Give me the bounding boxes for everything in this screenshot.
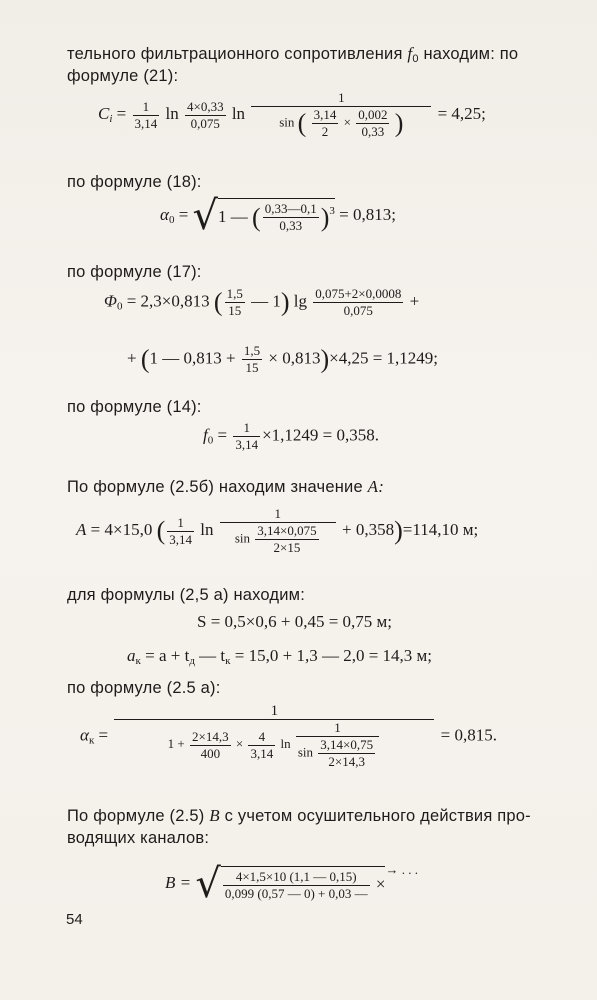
fraction (114, 703, 434, 770)
denominator: 0,075 (190, 115, 220, 131)
eq-result: = 0,815. (440, 725, 497, 745)
plus-sign: + (127, 348, 137, 368)
paren-open: ( (252, 202, 261, 232)
denominator: 15 (245, 360, 259, 375)
denominator: 0,075 (343, 303, 373, 318)
equals: = (217, 425, 228, 445)
eq-lhs: A (76, 519, 87, 539)
eq-result: = 15,0 + 1,3 — 2,0 = 14,3 м; (234, 646, 433, 665)
var-b: B (209, 806, 220, 825)
numerator: 0,075+2×0,0008 (315, 286, 402, 301)
text-fragment: 1 — 0,813 + (149, 348, 236, 368)
fraction (296, 720, 379, 770)
ln-operator: ln (280, 735, 291, 751)
plus-sign: + (409, 291, 420, 311)
text-fragment: тельного фильтрационного сопротивления (67, 45, 403, 63)
denominator: 0,099 (0,57 — 0) + 0,03 — (224, 886, 368, 902)
sqrt-sign: √ (195, 861, 221, 908)
equation-ak (127, 646, 432, 671)
text-fragment: По формуле (2.5б) находим значение (67, 478, 363, 496)
numerator: 1 (296, 720, 379, 737)
eq-result: =114,10 м; (402, 519, 479, 539)
eq-result: = 0,813; (339, 204, 396, 224)
fraction (223, 869, 370, 902)
subscript: к (135, 655, 141, 667)
paren-open: ( (297, 108, 307, 138)
eq-lhs: a (127, 646, 136, 665)
equation-ci (98, 90, 486, 140)
text-fragment: = 4×15,0 (90, 519, 153, 539)
paren-open: ( (213, 287, 223, 317)
subscript: к (225, 655, 231, 667)
fraction (312, 107, 339, 140)
text-line-2: формуле (21): (67, 67, 179, 85)
denominator: 15 (228, 303, 242, 318)
ln-operator: ln (200, 519, 214, 539)
sin-operator: sin (234, 530, 251, 546)
text-fragment: = a + t (145, 646, 190, 665)
fraction (190, 729, 231, 762)
exponent: 3 (329, 204, 335, 217)
fraction (356, 107, 389, 140)
text-line-3: по формуле (18): (67, 173, 202, 191)
var-f: f (407, 44, 413, 63)
subscript: к (88, 734, 95, 747)
var-a: A: (367, 477, 385, 496)
text-line-5: по формуле (14): (67, 398, 202, 416)
subscript: 0 (412, 53, 419, 65)
times-sign: × (343, 114, 351, 130)
denominator: 3,14 (235, 437, 259, 452)
paren-close: ) (394, 516, 403, 545)
text-fragment: с учетом осушительного действия про- (224, 807, 531, 825)
numerator: 1 (220, 506, 336, 523)
paren-close: ) (320, 344, 330, 374)
eq-result: ×1,1249 = 0,358. (262, 425, 380, 445)
fraction (233, 420, 260, 453)
paren-open: ( (140, 344, 150, 374)
radicand (218, 198, 335, 235)
paren-open: ( (156, 516, 166, 545)
fraction (185, 99, 226, 132)
subscript: 0 (207, 434, 214, 447)
ln-operator: ln (165, 103, 179, 123)
equation-alphak (80, 703, 497, 770)
numerator: 3,14 (313, 107, 337, 122)
numerator: 4×0,33 (186, 98, 224, 114)
subscript: i (109, 112, 113, 125)
denominator: 3,14 (250, 745, 274, 761)
text-fragment: 1 + (167, 735, 185, 751)
numerator: 0,33—0,1 (264, 201, 317, 217)
text-fragment: По формуле (2.5) (67, 807, 205, 825)
fraction (242, 343, 262, 376)
page-number: 54 (66, 911, 83, 928)
eq-lhs: B = (165, 873, 192, 892)
numerator: 3,14×0,75 (320, 737, 374, 752)
equation-alpha0 (160, 193, 396, 239)
denominator (114, 720, 434, 770)
lg-operator: lg (293, 291, 307, 311)
equation-s: S = 0,5×0,6 + 0,45 = 0,75 м; (197, 612, 393, 631)
numerator: 1 (114, 703, 434, 720)
paren-close: ) (280, 287, 290, 317)
times-sign: × (375, 874, 386, 894)
equals: = (98, 725, 109, 745)
sin-operator: sin (297, 744, 313, 760)
denominator: 0,33 (361, 124, 385, 139)
fraction (248, 729, 275, 762)
sqrt-sign: √ (192, 193, 219, 239)
eq-lhs: α (80, 725, 89, 745)
numerator: 2×14,3 (192, 728, 229, 744)
text-fragment: × 0,813 (268, 348, 321, 368)
subscript: 0 (116, 300, 123, 313)
continuation-dots: → . . . (385, 862, 418, 877)
times-sign: × (235, 735, 244, 751)
fraction (313, 286, 403, 319)
fraction (167, 515, 194, 548)
subscript: д (189, 655, 195, 667)
text-fragment: — 1 (251, 291, 281, 311)
denominator (251, 107, 431, 140)
subscript: 0 (168, 213, 175, 226)
numerator: 3,14×0,075 (257, 523, 317, 538)
denominator: 2×14,3 (328, 754, 365, 769)
eq-result: ×4,25 = 1,1249; (329, 348, 439, 368)
text-fragment: находим: по (423, 45, 519, 63)
ln-operator: ln (231, 103, 246, 123)
equation-phi0-part1 (104, 286, 419, 319)
denominator: 3,14 (134, 115, 158, 131)
paren-close: ) (394, 108, 404, 138)
text-line-7: для формулы (2,5 а) находим: (67, 586, 306, 604)
text-fragment: — t (199, 646, 226, 665)
numerator: 1,5 (243, 343, 261, 358)
sin-operator: sin (279, 114, 295, 130)
fraction (263, 201, 319, 234)
fraction (220, 506, 336, 556)
text-fragment: 1 — (218, 206, 248, 226)
fraction (318, 737, 375, 770)
paren-close: ) (320, 202, 330, 232)
denominator: 0,33 (279, 218, 303, 234)
eq-lhs: Φ (104, 291, 117, 311)
denominator: 400 (200, 745, 221, 761)
text-fragment: + 0,358 (341, 519, 395, 539)
equation-phi0-part2 (127, 343, 438, 376)
equation-a (76, 506, 478, 556)
denominator: 2×15 (273, 540, 301, 555)
equals: = (178, 204, 189, 224)
denominator (296, 737, 379, 770)
numerator: 0,002 (358, 107, 388, 122)
numerator: 4 (248, 729, 275, 746)
denominator: 2 (321, 124, 329, 139)
numerator: 1,5 (226, 286, 243, 301)
eq-result: = 4,25; (437, 103, 486, 123)
equals: = (116, 103, 127, 123)
denominator (220, 523, 336, 556)
denominator: 3,14 (169, 531, 192, 547)
equation-f0 (203, 420, 379, 453)
fraction (133, 99, 160, 132)
text-fragment: = 2,3×0,813 (126, 291, 210, 311)
numerator: 1 (251, 90, 431, 107)
fraction (255, 523, 318, 556)
eq-lhs: f (203, 425, 208, 445)
numerator: 1 (167, 515, 194, 532)
eq-lhs: C (98, 103, 110, 123)
eq-lhs: α (160, 204, 169, 224)
fraction (225, 286, 245, 319)
equation-b (165, 860, 418, 908)
numerator: 1 (133, 99, 160, 116)
text-line-9 (67, 806, 531, 826)
fraction (251, 90, 431, 140)
text-line-8: по формуле (2.5 а): (67, 679, 221, 697)
text-line-10: водящих каналов: (67, 829, 210, 847)
numerator: 1 (233, 420, 260, 437)
numerator: 4×1,5×10 (1,1 — 0,15) (223, 869, 370, 886)
radicand (221, 866, 386, 902)
text-line-4: по формуле (17): (67, 263, 202, 281)
text-line-6 (67, 477, 384, 497)
